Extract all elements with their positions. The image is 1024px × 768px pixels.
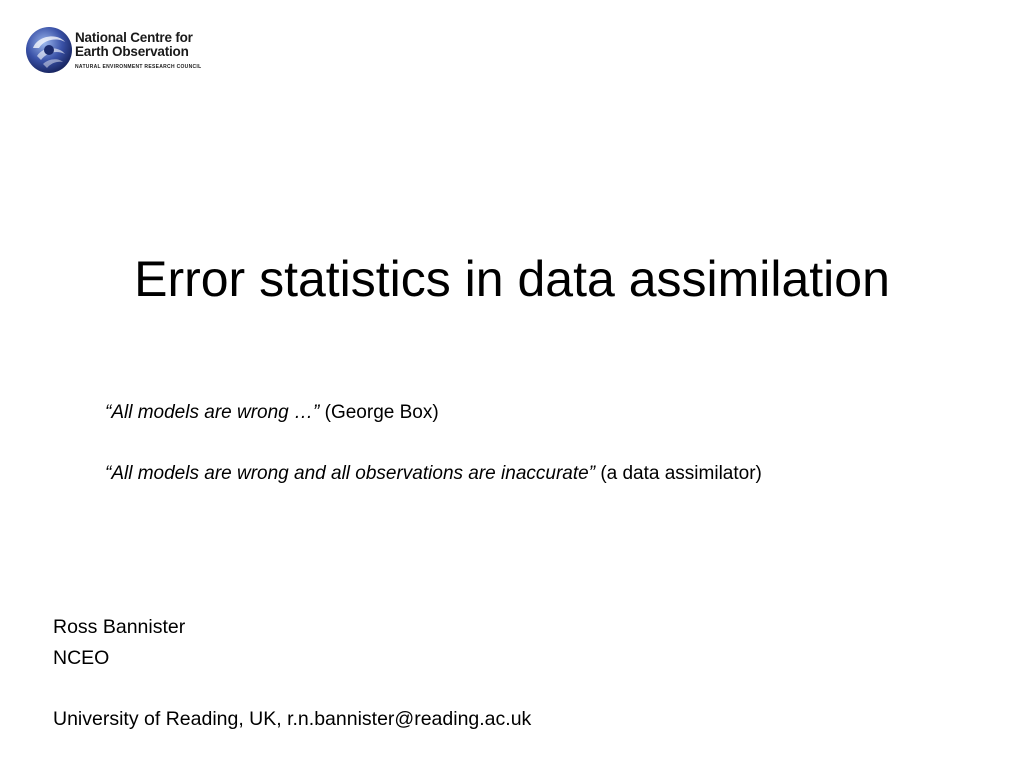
logo-subline: NATURAL ENVIRONMENT RESEARCH COUNCIL — [75, 64, 202, 70]
quote-1-text: “All models are wrong …” — [105, 402, 320, 423]
quote-2-attribution: (a data assimilator) — [600, 463, 762, 484]
quote-2-text: “All models are wrong and all observations are inaccurate” — [105, 463, 596, 484]
author-organisation: NCEO — [53, 647, 110, 669]
logo-text-line2: Earth Observation — [75, 44, 189, 59]
author-affiliation: University of Reading, UK, r.n.bannister@reading.ac.uk — [53, 708, 532, 730]
quote-1-attribution: (George Box) — [324, 402, 439, 423]
ncoe-logo — [25, 26, 225, 76]
quote-1 — [105, 401, 439, 425]
swirl-globe-icon — [25, 26, 73, 74]
slide-title: Error statistics in data assimilation — [134, 251, 890, 307]
author-name: Ross Bannister — [53, 616, 186, 638]
logo-text-line1: National Centre for — [75, 30, 193, 45]
quote-2 — [105, 462, 762, 486]
